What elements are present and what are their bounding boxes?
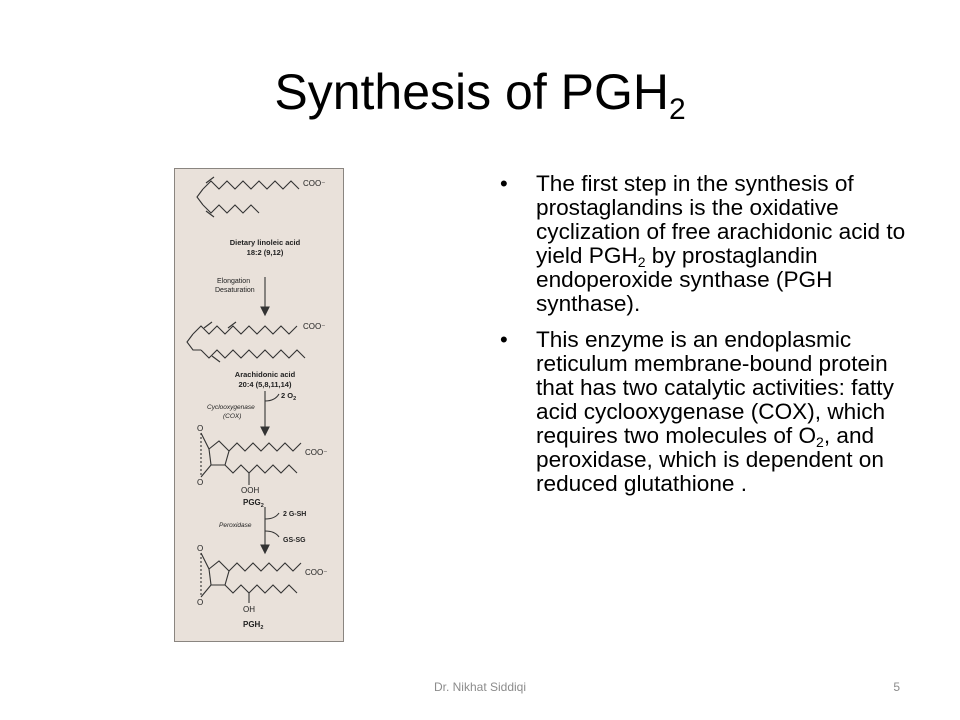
bullet-list	[498, 172, 918, 508]
pgh2-oxygen-top: O	[197, 544, 204, 553]
bullet-text: The first step in the synthesis of prostaglandins is the oxidative cyclization of free arachidonic acid to yield PGH	[536, 171, 906, 268]
pgh2-lower-chain	[225, 585, 297, 593]
glutathione-reduced-label: 2 G-SH	[283, 511, 307, 518]
pgh2-hydroxy-label: OH	[243, 605, 255, 614]
pgg2-oxygen-top: O	[197, 424, 204, 433]
pathway-diagram	[175, 169, 345, 643]
footer-author: Dr. Nikhat Siddiqi	[433, 680, 527, 694]
pgg2-name-subscript: 2	[260, 503, 264, 509]
bullet-text: by prostaglandin endoperoxide synthase (PGH synthase).	[536, 243, 833, 316]
pgg2-carboxylate-label: COO⁻	[305, 448, 328, 457]
bullet-dot: •	[500, 171, 508, 196]
pgh2-upper-chain	[229, 563, 301, 571]
arrow-peroxidase-head	[261, 545, 269, 553]
pgg2-oxygen-bottom: O	[197, 478, 204, 487]
arrow-elongation-head	[261, 307, 269, 315]
step-elongation-label: Elongation	[217, 278, 251, 285]
o2-label-text: 2 O	[281, 391, 294, 400]
bullet-text: This enzyme is an endoplasmic reticulum membrane-bound protein that has two catalytic activities: fatty acid cyclooxygenase (COX), which requires two molecules of O	[536, 327, 894, 448]
arachidonic-formula: 20:4 (5,8,11,14)	[238, 380, 292, 389]
bullet-subscript: 2	[816, 434, 824, 450]
pgg2-name-text: PGG	[243, 498, 261, 507]
linoleic-carboxylate-label: COO⁻	[303, 179, 326, 188]
linoleic-formula: 18:2 (9,12)	[246, 248, 284, 257]
pgh2-name	[243, 620, 263, 631]
pgg2-upper-chain	[229, 443, 301, 451]
pgh2-carboxylate-label: COO⁻	[305, 568, 328, 577]
linoleic-upper-chain	[203, 181, 299, 189]
slide-title	[0, 62, 960, 126]
pgg2-lower-chain	[225, 465, 297, 473]
cox-label: Cyclooxygenase	[207, 404, 255, 411]
linoleic-name: Dietary linoleic acid	[229, 238, 301, 247]
linoleic-lower-chain	[203, 205, 259, 213]
glutathione-oxidized-label: GS-SG	[283, 537, 306, 544]
peroxidase-label: Peroxidase	[219, 522, 252, 529]
page-number: 5	[893, 680, 900, 694]
pgh2-oxygen-bottom: O	[197, 598, 204, 607]
bullet-subscript: 2	[637, 254, 646, 270]
step-desaturation-label: Desaturation	[215, 287, 255, 294]
pgg2-hydroperoxy-label: OOH	[241, 486, 260, 495]
slide-title-text: Synthesis of PGH	[274, 64, 669, 120]
o2-label-subscript: 2	[293, 396, 297, 402]
bullet-item-first-step	[498, 172, 918, 316]
pgh2-name-subscript: 2	[260, 625, 264, 631]
arachidonic-lower-chain	[201, 350, 305, 358]
o2-label	[281, 391, 296, 402]
pgg2-ring	[209, 441, 229, 465]
arachidonic-name: Arachidonic acid	[234, 370, 296, 379]
arachidonic-upper-chain	[193, 326, 297, 334]
pgg2-name	[243, 498, 264, 509]
pgh2-ring	[209, 561, 229, 585]
arachidonic-carboxylate-label: COO⁻	[303, 322, 326, 331]
cox-abbrev-label: (COX)	[223, 413, 242, 420]
pathway-figure	[174, 168, 344, 642]
slide-title-subscript: 2	[668, 93, 686, 126]
arrow-cyclooxygenase-head	[261, 427, 269, 435]
bullet-item-enzyme	[498, 328, 918, 496]
bullet-dot: •	[500, 327, 508, 352]
bullet-text: , and peroxidase, which is dependent on reduced glutathione .	[536, 423, 884, 496]
pgh2-name-text: PGH	[243, 620, 261, 629]
linoleic-double-bond	[197, 189, 203, 205]
